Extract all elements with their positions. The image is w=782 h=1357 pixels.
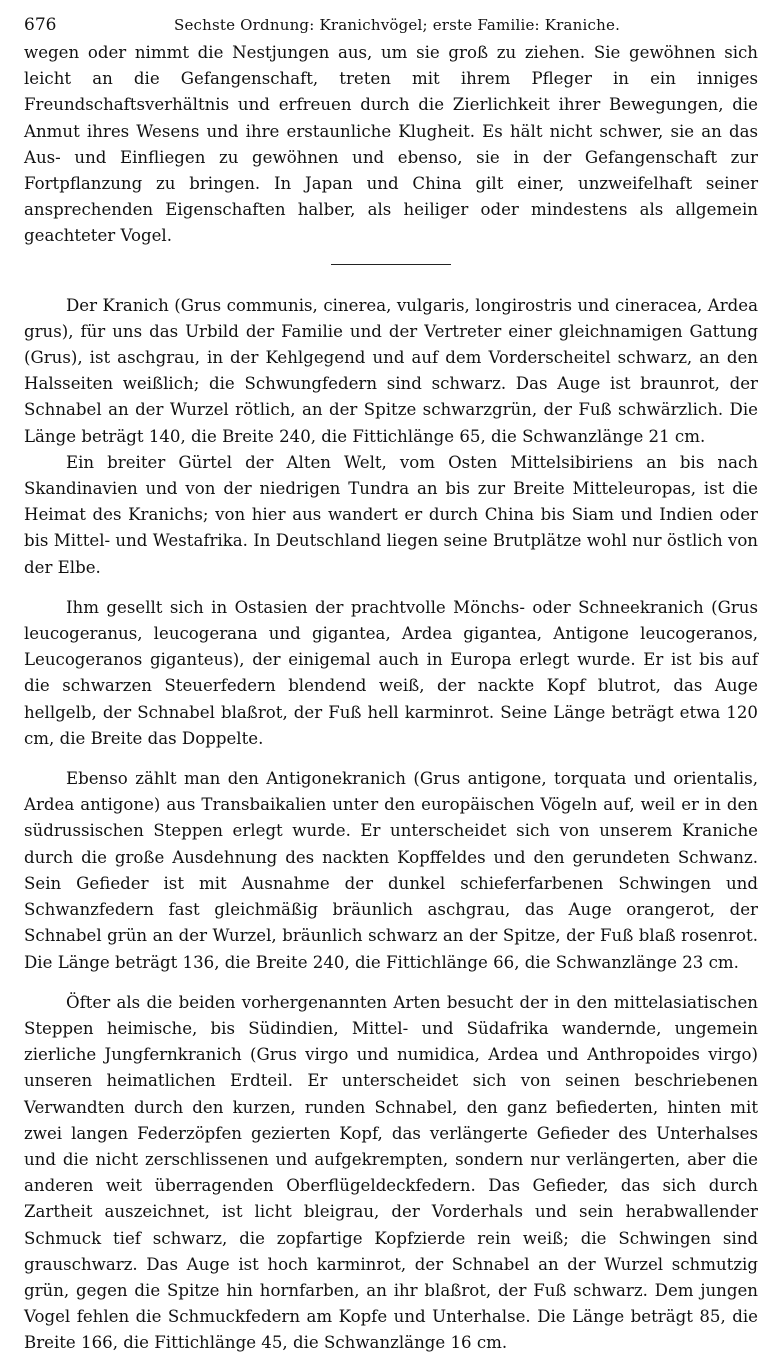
page-number: 676 <box>24 15 57 35</box>
running-head: Sechste Ordnung: Kranichvögel; erste Familie: Kraniche. <box>174 16 621 34</box>
paragraph-verbreitung: Ein breiter Gürtel der Alten Welt, vom Osten Mittelsibiriens an bis nach Skandinavien und von der niedrigen Tundra an bis zur Breite Mitteleuropas, ist die Heimat des Kranichs; von hier aus wandert er durch China bis Siam und Indien oder bis Mittel- und Westafrika. In Deutschland liegen seine Brutplätze wohl nur östlich von der Elbe. <box>24 452 758 577</box>
book-page <box>24 10 758 1357</box>
paragraph-jungfernkranich: Öfter als die beiden vorhergenannten Arten besucht der in den mittelasiatischen Steppen heimische, bis Südindien, Mittel- und Südafrika wandernde, ungemein zierliche Jungfernkranich (Grus virgo und numidica, Ardea und Anthropoides virgo) unseren heimatlichen Erdteil. Er unterscheidet sich von seinen beschriebenen Verwandten durch den kurzen, runden Schnabel, den ganz befiederten, hinten mit zwei langen Federzöpfen gezierten Kopf, das verlängerte Gefieder des Unterhalses und die nicht zerschlissenen und aufgekrempten, sondern nur verlängerten, aber die anderen weit überragenden Oberflügeldeckfedern. Das Gefieder, das sich durch Zartheit auszeichnet, ist licht bleigrau, der Vorderhals und sein herabwallender Schmuck tief schwarz, die zopfartige Kopfzierde rein weiß; die Schwingen sind grauschwarz. Das Auge ist hoch karminrot, der Schnabel an der Wurzel schmutzig grün, gegen die Spitze hin hornfarben, an ihr blaßrot, der Fuß schwarz. Dem jungen Vogel fehlen die Schmuckfedern am Kopfe und Unterhalse. Die Länge beträgt 85, die Breite 166, die Fittichlänge 45, die Schwanzlänge 16 cm. <box>24 992 758 1353</box>
page-header <box>24 10 758 40</box>
paragraph-kranich: Der Kranich (Grus communis, cinerea, vulgaris, longirostris und cineracea, Ardea grus), für uns das Urbild der Familie und der Vertreter einer gleichnamigen Gattung (Grus), ist aschgrau, in der Kehlgegend und auf dem Vorderscheitel schwarz, an den Halsseiten weißlich; die Schwungfedern sind schwarz. Das Auge ist braunrot, der Schnabel an der Wurzel rötlich, an der Spitze schwarzgrün, der Fuß schwärzlich. Die Länge beträgt 140, die Breite 240, die Fittichlänge 65, die Schwanzlänge 21 cm. <box>24 295 758 446</box>
paragraph-schneekranich: Ihm gesellt sich in Ostasien der prachtvolle Mönchs- oder Schneekranich (Grus leucogeranus, leucogerana und gigantea, Ardea gigantea, Antigone leucogeranos, Leucogeranos giganteus), der einigemal auch in Europa erlegt wurde. Er ist bis auf die schwarzen Steuerfedern blendend weiß, der nackte Kopf blutrot, das Auge hellgelb, der Schnabel blaßrot, der Fuß hell karminrot. Seine Länge beträgt etwa 120 cm, die Breite das Doppelte. <box>24 597 758 748</box>
paragraph-antigonekranich: Ebenso zählt man den Antigonekranich (Grus antigone, torquata und orientalis, Ardea antigone) aus Transbaikalien unter den europäischen Vögeln auf, weil er in den südrussischen Steppen erlegt wurde. Er unterscheidet sich von unserem Kraniche durch die große Ausdehnung des nackten Kopffeldes und den gerundeten Schwanz. Sein Gefieder ist mit Ausnahme der dunkel schieferfarbenen Schwingen und Schwanzfedern fast gleichmäßig bräunlich aschgrau, das Auge orangerot, der Schnabel grün an der Wurzel, bräunlich schwarz an der Spitze, der Fuß blaß rosenrot. Die Länge beträgt 136, die Breite 240, die Fittichlänge 66, die Schwanzlänge 23 cm. <box>24 769 758 972</box>
section-divider <box>331 264 451 265</box>
paragraph-continuation: wegen oder nimmt die Nestjungen aus, um sie groß zu ziehen. Sie gewöhnen sich leicht an die Gefangenschaft, treten mit ihrem Pfleger in ein inniges Freundschaftsverhältnis und erfreuen durch die Zierlichkeit ihrer Bewegungen, die Anmut ihres Wesens und ihre erstaunliche Klugheit. Es hält nicht schwer, sie an das Aus- und Einfliegen zu gewöhnen und ebenso, sie in der Gefangenschaft zur Fortpflanzung zu bringen. In Japan und China gilt einer, unzweifelhaft seiner ansprechenden Eigenschaften halber, als heiliger oder mindestens als allgemein geachteter Vogel. <box>24 43 758 246</box>
